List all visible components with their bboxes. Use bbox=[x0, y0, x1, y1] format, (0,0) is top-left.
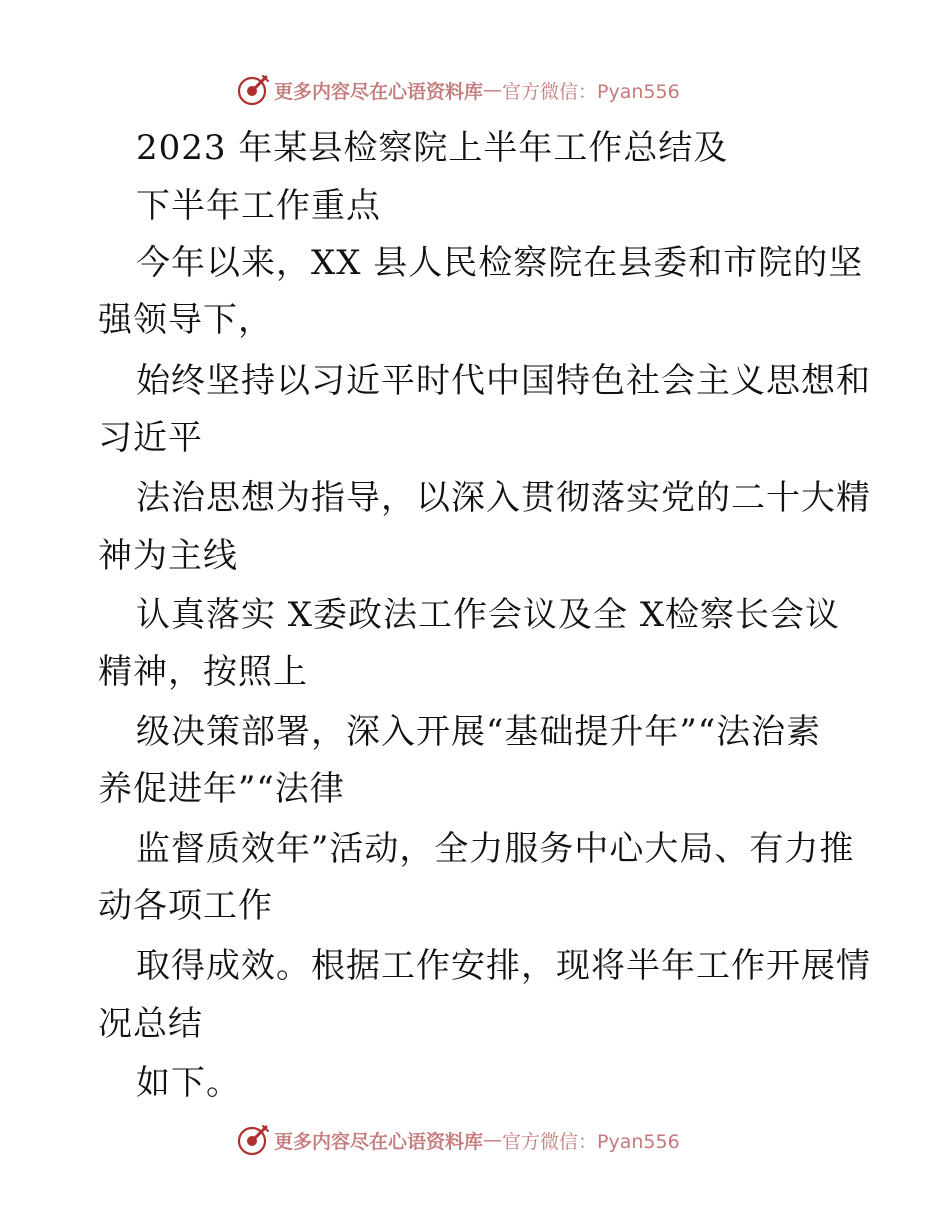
pen-logo-icon bbox=[236, 73, 270, 107]
pen-logo-icon bbox=[236, 1123, 270, 1157]
paragraph-line: 取得成效。根据工作安排，现将半年工作开展情 bbox=[136, 946, 871, 986]
watermark-banner-top bbox=[236, 73, 680, 107]
paragraph-line: 认真落实 X委政法工作会议及全 X检察长会议 bbox=[136, 595, 841, 635]
document-title-line-2: 下半年工作重点 bbox=[136, 186, 381, 226]
document-title-line-1: 2023 年某县检察院上半年工作总结及 bbox=[136, 128, 729, 168]
paragraph-line: 况总结 bbox=[98, 1004, 203, 1044]
paragraph-line: 如下。 bbox=[136, 1063, 241, 1103]
paragraph-line: 法治思想为指导，以深入贯彻落实党的二十大精 bbox=[136, 478, 871, 518]
watermark-separator: — bbox=[483, 1129, 503, 1151]
paragraph-line: 强领导下， bbox=[98, 300, 273, 340]
watermark-banner-bottom bbox=[236, 1123, 680, 1157]
paragraph-line: 监督质效年”活动，全力服务中心大局、有力推 bbox=[136, 829, 855, 869]
paragraph-line: 精神，按照上 bbox=[98, 652, 308, 692]
paragraph-line: 习近平 bbox=[98, 418, 203, 458]
watermark-text: 更多内容尽在心语资料库 bbox=[274, 80, 484, 103]
watermark-contact: 官方微信：Pyan556 bbox=[502, 80, 680, 103]
watermark-separator: — bbox=[483, 79, 503, 101]
paragraph-line: 级决策部署，深入开展“基础提升年”“法治素 bbox=[136, 712, 822, 752]
paragraph-line: 动各项工作 bbox=[98, 886, 273, 926]
paragraph-line: 养促进年”“法律 bbox=[98, 769, 345, 809]
paragraph-line: 神为主线 bbox=[98, 536, 238, 576]
paragraph-line: 今年以来，XX 县人民检察院在县委和市院的坚 bbox=[136, 243, 864, 283]
watermark-text: 更多内容尽在心语资料库 bbox=[274, 1130, 484, 1153]
paragraph-line: 始终坚持以习近平时代中国特色社会主义思想和 bbox=[136, 361, 871, 401]
watermark-contact: 官方微信：Pyan556 bbox=[502, 1130, 680, 1153]
